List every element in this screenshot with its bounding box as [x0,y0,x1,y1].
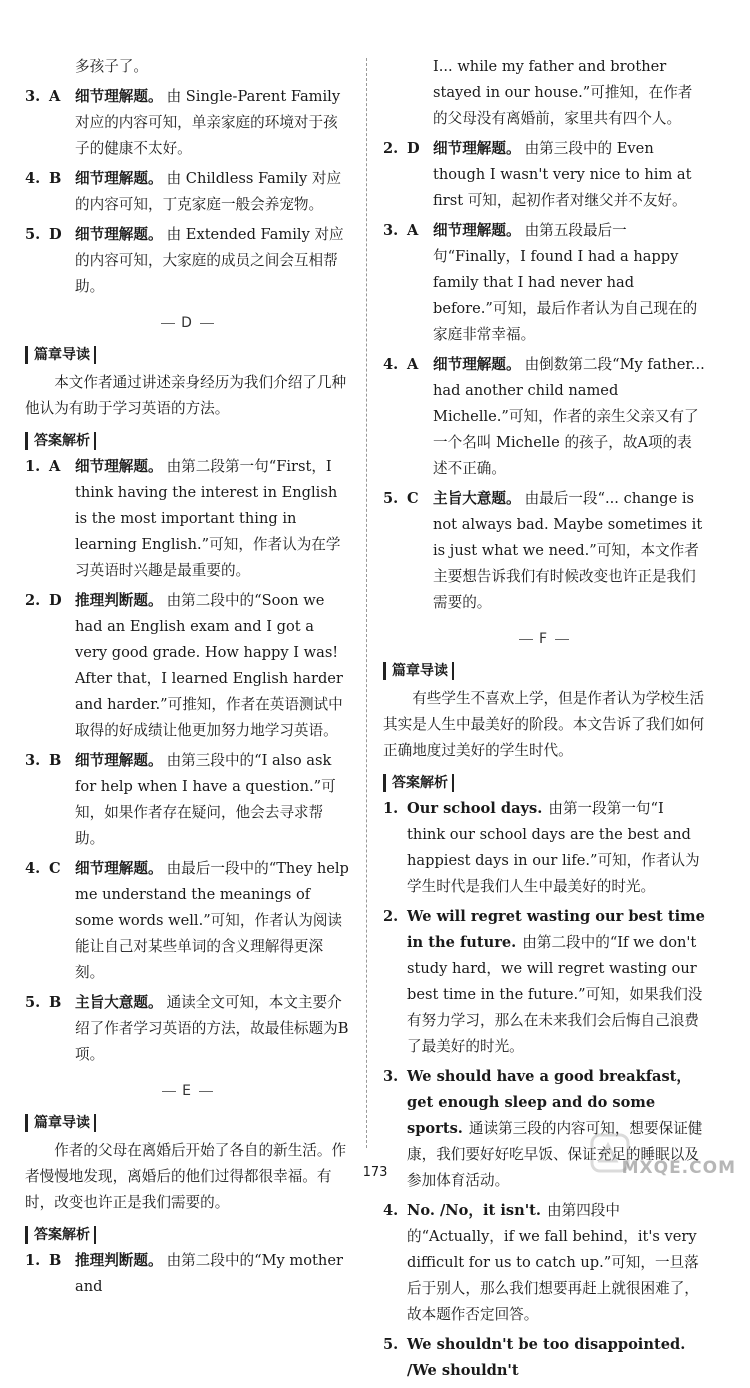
item-body [433,136,705,214]
item-answer: A [49,458,61,475]
item-answer: A [49,88,61,105]
answer-sentence: We shouldn't be too disappointed. /We shouldn't [407,1336,686,1379]
question-type: 细节理解题。 [75,170,163,187]
item-answer: B [49,994,62,1011]
item-text: 由 Childless Family 对应的内容可知，丁克家庭一般会养宠物。 [75,170,342,213]
e-answer-item-4 [383,352,705,482]
question-type: 细节理解题。 [433,356,521,373]
section-f-intro-heading: 篇章导读 [383,662,454,680]
f-answer-item-2 [383,904,705,1060]
item-answer: B [49,170,62,187]
page-number: 173 [362,1165,388,1180]
question-type: 细节理解题。 [75,458,163,475]
item-body [75,222,350,300]
item-body [75,454,350,584]
question-type: 细节理解题。 [433,140,521,157]
item-body [75,84,350,162]
d-answer-item-2 [25,588,350,744]
item-body [433,486,705,616]
item-answer: C [49,860,61,877]
d-answer-item-4 [25,856,350,986]
item-number: 4. [25,860,41,877]
item-text: 由 Single-Parent Family 对应的内容可知，单亲家庭的环境对于孩子的健康不太好。 [75,88,341,157]
section-f-intro-text: 有些学生不喜欢上学，但是作者认为学校生活其实是人生中最美好的阶段。本文告诉了我们如何正确地度过美好的学生时代。 [383,690,705,759]
item-text: 由第三段中的 Even though I wasn't very nice to him at first 可知，起初作者对继父并不友好。 [433,140,692,209]
item-number: 5. [383,1336,399,1353]
question-type: 细节理解题。 [75,752,163,769]
item-number: 3. [383,1068,399,1085]
f-answer-item-1 [383,796,705,900]
section-c-answers [25,84,350,300]
item-text: 由最后一段中的“They help me understand the meanings of some words well.”可知，作者认为阅读能让自己对某些单词的含义理解得更深刻。 [75,860,349,981]
left-top-continuation: 多孩子了。 [75,58,148,75]
section-e-letter: E [25,1078,350,1104]
item-answer: B [49,1252,62,1269]
item-body [75,588,350,744]
section-f-answers-heading: 答案解析 [383,774,454,792]
item-body [407,904,705,1060]
item-body [407,1332,705,1384]
item-number: 4. [383,1202,399,1219]
item-text: 由第一段第一句“I think our school days are the best and happiest days in our life.”可知，作者认为学生时代是我们人生中最美好的时光。 [407,800,700,895]
section-d-intro-heading: 篇章导读 [25,346,96,364]
item-body [75,1248,350,1300]
answer-sentence: Our school days. [407,800,543,817]
column-divider [366,58,367,1148]
item-text: 由第二段第一句“First，I think having the interest in English is the most important thing in learning English.”可知，作者认为在学习英语时兴趣是最重要的。 [75,458,341,579]
section-d-letter: D [25,310,350,336]
question-type: 细节理解题。 [75,88,163,105]
section-e-answers-heading: 答案解析 [25,1226,96,1244]
item-number: 2. [25,592,41,609]
f-answer-item-5 [383,1332,705,1384]
section-d-answers [25,454,350,1068]
question-type: 细节理解题。 [75,226,163,243]
item-number: 5. [383,490,399,507]
c-answer-item-4 [25,166,350,218]
right-column [383,54,705,1388]
question-type: 细节理解题。 [433,222,521,239]
item-answer: A [407,222,419,239]
section-f-letter: F [383,626,705,652]
item-body [75,990,350,1068]
d-answer-item-5 [25,990,350,1068]
item-number: 1. [25,458,41,475]
right-top-continuation: I... while my father and brother stayed in our house.”可推知，在作者的父母没有离婚前，家里共有四个人。 [433,58,693,127]
item-text: 由第四段中的“Actually，if we fall behind，it's very difficult for us to catch up.”可知，一旦落后于别人，那么我们想要再赶上就很困难了，故本题作否定回答。 [407,1202,699,1323]
item-body [75,748,350,852]
question-type: 主旨大意题。 [433,490,521,507]
d-answer-item-3 [25,748,350,852]
d-answer-item-1 [25,454,350,584]
item-text: 由 Extended Family 对应的内容可知，大家庭的成员之间会互相帮助。 [75,226,344,295]
item-number: 3. [25,752,41,769]
item-text: 由倒数第二段“My father... had another child named Michelle.”可知，作者的亲生父亲又有了一个名叫 Michelle 的孩子，故A项的表述不正确。 [433,356,705,477]
watermark-text: MXQE.COM [621,1158,736,1178]
item-text: 通读全文可知，本文主要介绍了作者学习英语的方法，故最佳标题为B项。 [75,994,349,1063]
item-number: 3. [25,88,41,105]
item-text: 通读第三段的内容可知，想要保证健康，我们要好好吃早饭、保证充足的睡眠以及参加体育活动。 [407,1120,703,1189]
answer-sentence: We will regret wasting our best time in the future. [407,908,705,951]
item-answer: D [49,226,62,243]
section-d-answers-heading: 答案解析 [25,432,96,450]
e-answer-item-3 [383,218,705,348]
answer-sentence: We should have a good breakfast，get enough sleep and do some sports. [407,1068,692,1137]
answer-sentence: No. /No，it isn't. [407,1202,542,1219]
section-e-answers-continued [383,136,705,616]
item-number: 1. [25,1252,41,1269]
item-answer: D [49,592,62,609]
item-body [407,796,705,900]
item-answer: D [407,140,420,157]
e-answer-item-2 [383,136,705,214]
item-answer: A [407,356,419,373]
item-body [433,352,705,482]
item-body [407,1198,705,1328]
question-type: 推理判断题。 [75,592,163,609]
item-text: 由第三段中的“I also ask for help when I have a question.”可知，如果作者存在疑问，他会去寻求帮助。 [75,752,336,847]
e-answer-item-1 [25,1248,350,1300]
e-answer-item-5 [383,486,705,616]
item-body [75,166,350,218]
item-number: 5. [25,226,41,243]
question-type: 推理判断题。 [75,1252,163,1269]
left-column [25,54,350,1304]
item-answer: B [49,752,62,769]
section-f-answers [383,796,705,1384]
section-e-intro-text: 作者的父母在离婚后开始了各自的新生活。作者慢慢地发现，离婚后的他们过得都很幸福。有时，改变也许正是我们需要的。 [25,1142,347,1211]
item-text: 由最后一段“... change is not always bad. Maybe sometimes it is just what we need.”可知，本文作者主要想告诉我们有时候改变也许正是我们需要的。 [433,490,703,611]
item-number: 1. [383,800,399,817]
item-number: 3. [383,222,399,239]
c-answer-item-3 [25,84,350,162]
item-number: 4. [383,356,399,373]
item-text: 由第二段中的“If we don't study hard，we will regret wasting our best time in the future.”可知，如果我们没有努力学习，那么在未来我们会后悔自己浪费了最美好的时光。 [407,934,703,1055]
question-type: 细节理解题。 [75,860,163,877]
section-d-intro-text: 本文作者通过讲述亲身经历为我们介绍了几种他认为有助于学习英语的方法。 [25,374,347,417]
item-number: 2. [383,140,399,157]
item-text: 由第二段中的“My mother and [75,1252,343,1295]
item-text: 由第二段中的“Soon we had an English exam and I got a very good grade. How happy I was! After that，I learned English harder and harder.”可推知，作者在英语测试中取得的好成绩让他更加努力地学习英语。 [75,592,343,739]
section-e-intro-heading: 篇章导读 [25,1114,96,1132]
item-body [75,856,350,986]
f-answer-item-4 [383,1198,705,1328]
item-number: 2. [383,908,399,925]
question-type: 主旨大意题。 [75,994,163,1011]
item-body [433,218,705,348]
item-number: 5. [25,994,41,1011]
item-answer: C [407,490,419,507]
item-text: 由第五段最后一句“Finally，I found I had a happy family that I had never had before.”可知，最后作者认为自己现在的家庭非常幸福。 [433,222,698,343]
item-number: 4. [25,170,41,187]
c-answer-item-5 [25,222,350,300]
